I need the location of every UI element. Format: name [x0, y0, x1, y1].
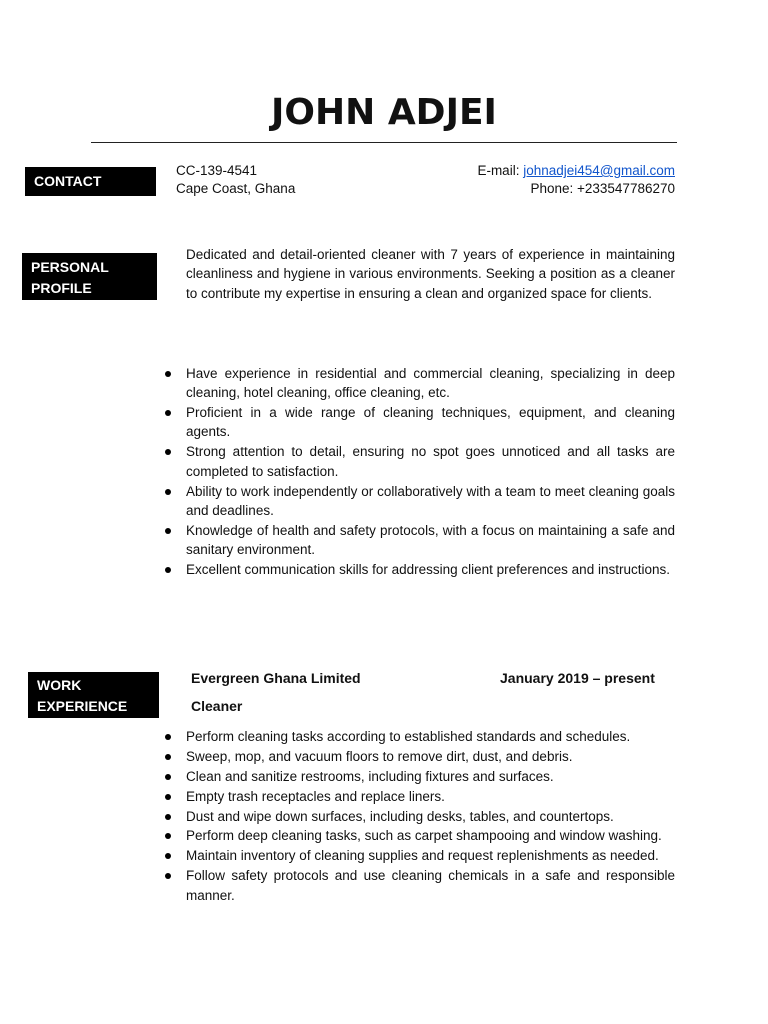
- header-divider: [91, 142, 677, 143]
- list-item: Perform deep cleaning tasks, such as carpet shampooing and window washing.: [186, 826, 675, 845]
- list-item: Ability to work independently or collaboratively with a team to meet cleaning goals and deadlines.: [186, 482, 675, 521]
- work-label-line1: WORK: [37, 677, 82, 693]
- email-prefix: E-mail:: [477, 163, 524, 178]
- work-label-line2: EXPERIENCE: [37, 698, 128, 714]
- list-item: Sweep, mop, and vacuum floors to remove dirt, dust, and debris.: [186, 747, 675, 766]
- job-title: Cleaner: [191, 698, 243, 714]
- list-item: Have experience in residential and commercial cleaning, specializing in deep cleaning, hotel cleaning, office cleaning, etc.: [186, 364, 675, 403]
- contact-right-block: [430, 162, 675, 198]
- skills-list: [186, 364, 675, 580]
- list-item: Empty trash receptacles and replace liners.: [186, 787, 675, 806]
- profile-summary: Dedicated and detail-oriented cleaner with 7 years of experience in maintaining cleanliness and hygiene in various environments. Seeking a position as a cleaner to contribute my expertise in ensuring a clean and organized space for clients.: [186, 247, 675, 301]
- list-item: Knowledge of health and safety protocols, with a focus on maintaining a safe and sanitary environment.: [186, 521, 675, 560]
- contact-section-label: CONTACT: [25, 167, 156, 196]
- contact-phone: Phone: +233547786270: [530, 181, 675, 196]
- list-item: Dust and wipe down surfaces, including desks, tables, and countertops.: [186, 807, 675, 826]
- profile-label-line1: PERSONAL: [31, 259, 109, 275]
- resume-name: JOHN ADJEI: [271, 92, 497, 133]
- profile-label-line2: PROFILE: [31, 280, 92, 296]
- job-duties-list: [186, 727, 675, 905]
- contact-left-block: [176, 162, 295, 198]
- email-link[interactable]: johnadjei454@gmail.com: [523, 163, 675, 178]
- list-item: Follow safety protocols and use cleaning chemicals in a safe and responsible manner.: [186, 866, 675, 905]
- list-item: Strong attention to detail, ensuring no spot goes unnoticed and all tasks are completed to satisfaction.: [186, 442, 675, 481]
- contact-email-line: [430, 162, 675, 180]
- list-item: Perform cleaning tasks according to established standards and schedules.: [186, 727, 675, 746]
- job-company: Evergreen Ghana Limited: [191, 670, 361, 686]
- list-item: Proficient in a wide range of cleaning techniques, equipment, and cleaning agents.: [186, 403, 675, 442]
- contact-location: Cape Coast, Ghana: [176, 181, 296, 196]
- list-item: Excellent communication skills for addressing client preferences and instructions.: [186, 560, 675, 579]
- job-dates: January 2019 – present: [500, 670, 655, 686]
- list-item: Maintain inventory of cleaning supplies and request replenishments as needed.: [186, 846, 675, 865]
- list-item: Clean and sanitize restrooms, including fixtures and surfaces.: [186, 767, 675, 786]
- contact-id-number: CC-139-4541: [176, 163, 258, 178]
- personal-profile-section-label: [22, 253, 157, 300]
- work-experience-section-label: [28, 672, 159, 718]
